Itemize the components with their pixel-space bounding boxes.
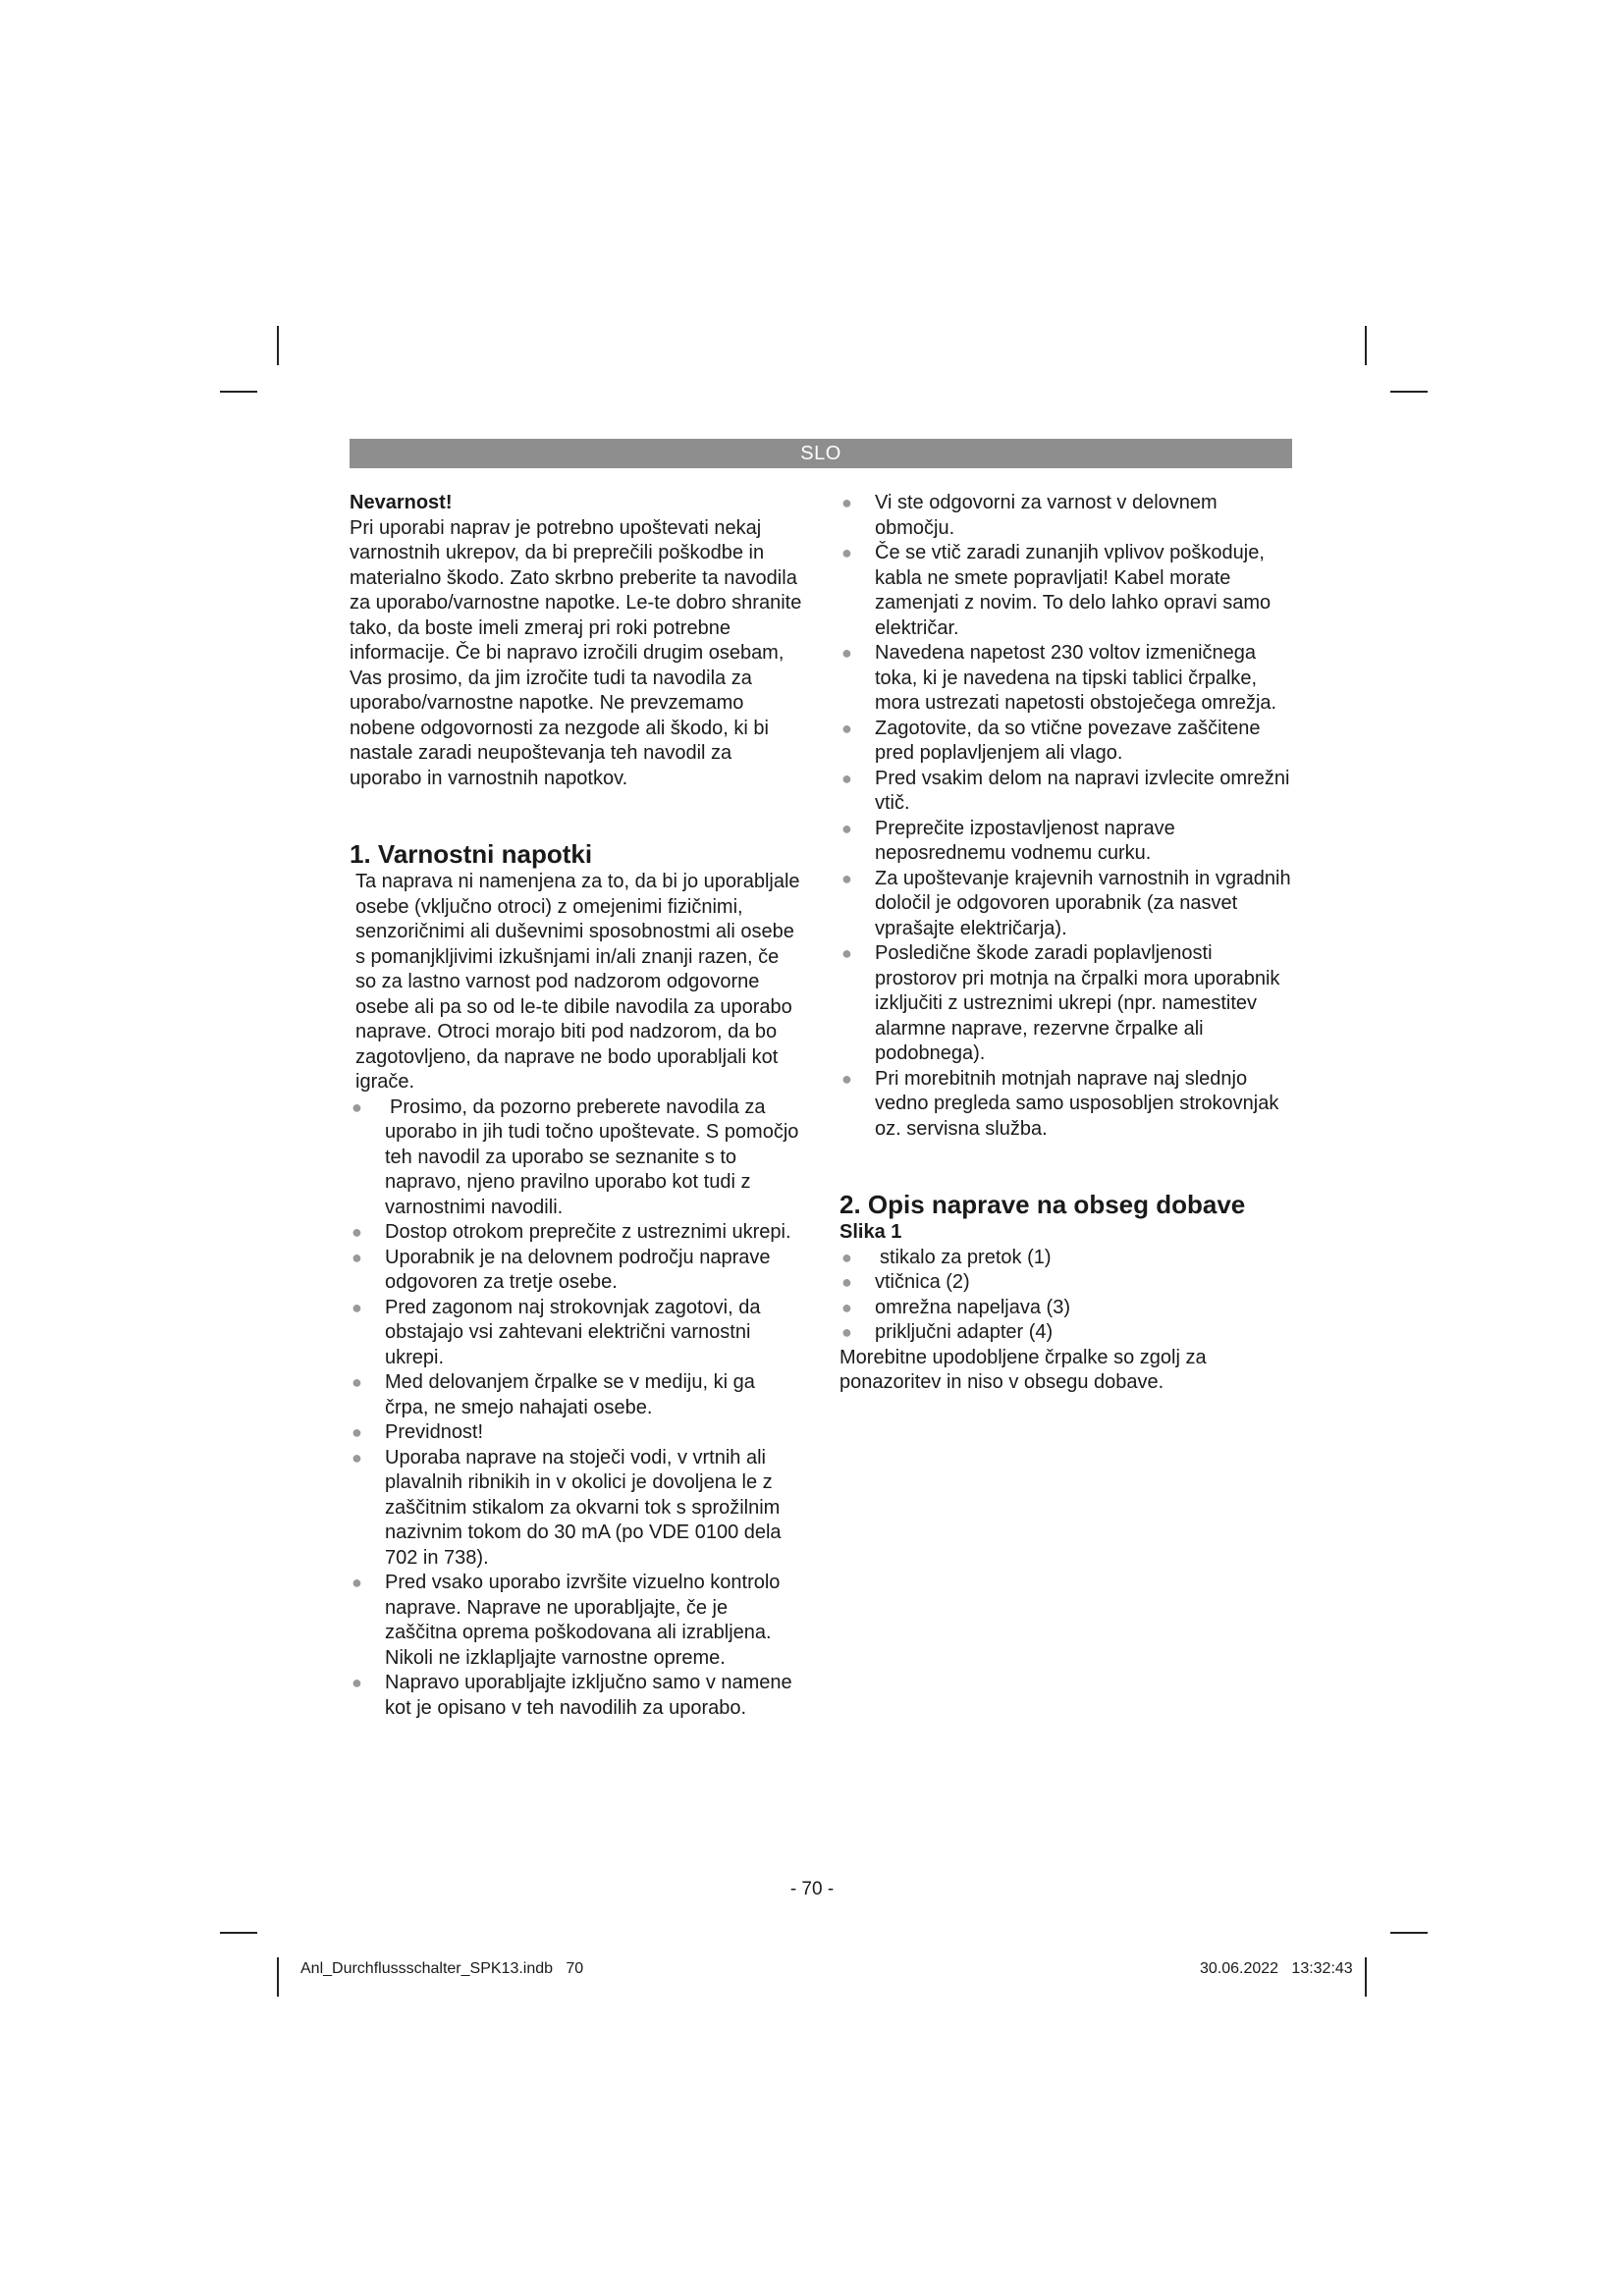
- list-item: ● Uporabnik je na delovnem področju naprave odgovoren za tretje osebe.: [352, 1246, 771, 1293]
- bullet-icon: ●: [352, 1297, 362, 1317]
- bullet-icon: ●: [352, 1372, 362, 1392]
- crop-mark: [277, 1957, 279, 1997]
- list-item: ● Dostop otrokom preprečite z ustreznimi ukrepi.: [350, 1220, 803, 1246]
- timestamp: 30.06.2022 13:32:43: [1200, 1960, 1353, 1977]
- crop-mark: [220, 1932, 257, 1934]
- bullet-icon: ●: [841, 1297, 852, 1317]
- bullet-icon: ●: [841, 943, 852, 963]
- bullet-icon: ●: [841, 1247, 852, 1267]
- bullet-icon: ●: [352, 1096, 362, 1117]
- bullet-icon: ●: [841, 718, 852, 738]
- bullet-icon: ●: [841, 1272, 852, 1292]
- bullet-icon: ●: [352, 1222, 362, 1242]
- bullet-icon: ●: [841, 868, 852, 888]
- bullet-icon: ●: [352, 1447, 362, 1468]
- list-item: ● Pred vsakim delom na napravi izvlecite omrežni vtič.: [841, 767, 1290, 814]
- bullet-icon: ●: [841, 768, 852, 788]
- list-item: ● Preprečite izpostavljenost naprave neposrednemu vodnemu curku.: [841, 817, 1175, 864]
- file-info: Anl_Durchflussschalter_SPK13.indb 70: [300, 1960, 584, 1977]
- bullet-icon: ●: [841, 643, 852, 663]
- list-item: ● Če se vtič zaradi zunanjih vplivov poškoduje, kabla ne smete popravljati! Kabel morate zamenjati z novim. To delo lahko opravi samo električar.: [841, 542, 1272, 639]
- bullet-icon: ●: [841, 818, 852, 838]
- crop-mark: [1365, 326, 1367, 365]
- list-item: ● Zagotovite, da so vtične povezave zaščitene pred poplavljenjem ali vlago.: [841, 717, 1261, 764]
- bullet-icon: ●: [352, 1573, 362, 1592]
- bullet-icon: ●: [352, 1247, 362, 1267]
- list-item: ● omrežna napeljava (3): [839, 1296, 1293, 1321]
- list-item: ● Previdnost!: [350, 1420, 803, 1446]
- crop-mark: [220, 391, 257, 393]
- page-number: - 70 -: [789, 1879, 835, 1899]
- list-item: ● Vi ste odgovorni za varnost v delovnem območju.: [841, 492, 1218, 539]
- parts-list: [839, 1246, 1293, 1346]
- right-column: [839, 491, 1293, 1396]
- language-header-bar: [350, 439, 1292, 468]
- crop-mark: [277, 326, 279, 365]
- list-item: ● vtičnica (2): [839, 1270, 1293, 1296]
- figure-label: Slika 1: [839, 1221, 902, 1243]
- list-item: ● Za upoštevanje krajevnih varnostnih in vgradnih določil je odgovoren uporabnik (za nasvet vprašajte električarja).: [841, 867, 1291, 939]
- crop-mark: [1390, 1932, 1428, 1934]
- danger-title: Nevarnost!: [350, 492, 453, 513]
- safety-list-right: [839, 491, 1293, 1142]
- left-column: [350, 491, 803, 1721]
- language-label: SLO: [800, 443, 841, 464]
- list-item: ● Napravo uporabljajte izključno samo v namene kot je opisano v teh navodilih za uporabo.: [352, 1672, 792, 1719]
- danger-text: Pri uporabi naprav je potrebno upoštevati nekaj varnostnih ukrepov, da bi preprečili poškodbe in materialno škodo. Zato skrbno preberite ta navodila za uporabo/varnostne napotke. Le-te dobro shranite tako, da boste imeli zmeraj pri roki potrebne informacije. Če bi napravo izročili drugim osebam, Vas prosimo, da jim izročite tudi ta navodila za uporabo/varnostne napotke. Ne prevzemamo nobene odgovornosti za nezgode ali škodo, ki bi nastale zaradi neupoštevanja teh navodil za uporabo in varnostnih napotkov.: [350, 516, 802, 789]
- list-item: ● Pri morebitnih motnjah naprave naj slednjo vedno pregleda samo usposobljen strokovnjak oz. servisna služba.: [841, 1067, 1279, 1140]
- closing-text: Morebitne upodobljene črpalke so zgolj za ponazoritev in niso v obsegu dobave.: [839, 1346, 1207, 1393]
- bullet-icon: ●: [841, 1068, 852, 1089]
- list-item: ● Posledične škode zaradi poplavljenosti prostorov pri motnja na črpalki mora uporabnik izključiti z ustreznimi ukrepi (npr. namestitev alarmne naprave, rezervne črpalke ali podobnega).: [841, 942, 1280, 1064]
- bullet-icon: ●: [841, 543, 852, 562]
- section-2-title: 2. Opis naprave na obseg dobave: [839, 1190, 1246, 1219]
- list-item: ● stikalo za pretok (1): [839, 1246, 1293, 1271]
- section-1-title: 1. Varnostni napotki: [350, 839, 593, 869]
- list-item: ● Prosimo, da pozorno preberete navodila za uporabo in jih tudi točno upoštevate. S pomočjo teh navodil za uporabo se seznanite s to napravo, njeno pravilno uporabo kot tudi z varnostnimi navodili.: [352, 1095, 799, 1218]
- crop-mark: [1365, 1957, 1367, 1997]
- bullet-icon: ●: [352, 1422, 362, 1442]
- list-item: ● Pred vsako uporabo izvršite vizuelno kontrolo naprave. Naprave ne uporabljajte, če je zaščitna oprema poškodovana ali izrabljena. Nikoli ne izklapljajte varnostne opreme.: [352, 1572, 781, 1669]
- bullet-icon: ●: [841, 493, 852, 512]
- list-item: ● Navedena napetost 230 voltov izmeničnega toka, ki je navedena na tipski tablici črpalke, mora ustrezati napetosti obstoječega omrežja.: [841, 642, 1277, 714]
- bullet-icon: ●: [352, 1673, 362, 1692]
- list-item: ● Uporaba naprave na stoječi vodi, v vrtnih ali plavalnih ribnikih in v okolici je dovoljena le z zaščitnim stikalom za okvarni tok s sprožilnim nazivnim tokom do 30 mA (po VDE 0100 dela 702 in 738).: [352, 1446, 782, 1569]
- list-item: ● Pred zagonom naj strokovnjak zagotovi, da obstajajo vsi zahtevani električni varnostni ukrepi.: [352, 1296, 761, 1368]
- safety-list-left: [350, 1095, 803, 1722]
- crop-mark: [1390, 391, 1428, 393]
- list-item: ● priključni adapter (4): [839, 1320, 1293, 1346]
- bullet-icon: ●: [841, 1322, 852, 1342]
- list-item: ● Med delovanjem črpalke se v mediju, ki ga črpa, ne smejo nahajati osebe.: [352, 1371, 755, 1418]
- section-1-intro: Ta naprava ni namenjena za to, da bi jo uporabljale osebe (vključno otroci) z omejenimi fizičnimi, senzoričnimi ali duševnimi sposobnostmi ali osebe s pomanjkljivimi izkušnjami in/ali znanji razen, če so za lastno varnost pod nadzorom odgovorne osebe ali pa so od le-te dibile navodila za uporabo naprave. Otroci morajo biti pod nadzorom, da bo zagotovljeno, da naprave ne bodo uporabljali kot igrače.: [355, 871, 800, 1093]
